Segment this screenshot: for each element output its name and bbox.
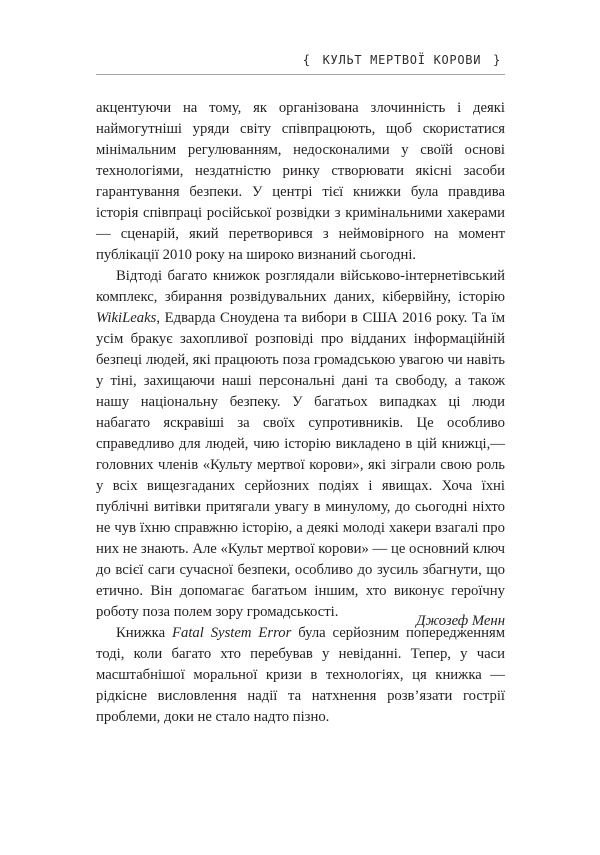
paragraph-text: , Едварда Сноудена та вибори в США 2016 року. Та їм усім бракує захопливої розповіді про відданих інформаційній безпеці людей, які працюють поза громадською увагою чи навіть у тіні, захищаючи наші персональні дані та свободу, а також нашу національну безпеку. У багатьох випадках ці люди набагато яскравіші за своїх супротивників. Це особливо справедливо для людей, чию історію викладено в цій книжці,— головних членів «Культу мертвої корови», які зіграли свою роль у всіх вищезгаданих серйозних подіях і явищах. Хоча їхні публічні витівки притягали увагу в минулому, до сьогодні ніхто не чув їхню справжню історію, а деякі молоді хакери взагалі про них не знають. Але «Культ мертвої корови» — це основний ключ до всієї саги сучасної безпеки, особливо до зусиль збагнути, що етично. Він допомагає багатьом іншим, хто виконує героїчну роботу поза полем зору громадськості. bbox=[96, 310, 505, 620]
running-header bbox=[96, 46, 505, 75]
paragraph-text: була серйозним попередженням тоді, коли багато хто перебував у невіданні. Тепер, у часи масштабнішої моральної кризи в технологіях, ця книжка — рідкісне висловлення надії та натхнення розв’язати гострії проблеми, доки не стало надто пізно. bbox=[96, 625, 505, 725]
paragraph-text: Відтоді багато книжок розглядали військово-інтернетівський комплекс, збирання розвідувальних даних, кібервійну, історію bbox=[96, 268, 505, 305]
paragraph-text: Книжка bbox=[116, 625, 172, 641]
body-text bbox=[96, 98, 505, 728]
paragraph-text: акцентуючи на тому, як організована злочинність і деякі наймогутніші уряди світу співпрацюють, щоб скористатися мінімальним регулюванням, недосконалими у своїй основі технологіями, нездатністю ринку створювати якісні засоби гарантування безпеки. У центрі тієї книжки була правдива історія співпраці російської розвідки з кримінальними хакерами — сценарій, який перетворився з неймовірного на момент публікації 2010 року на широко визнаний сьогодні. bbox=[96, 100, 505, 263]
paragraph-2 bbox=[96, 266, 505, 623]
author-signature: Джозеф Менн bbox=[416, 613, 505, 629]
italic-title: WikiLeaks bbox=[96, 310, 157, 326]
header-book-title: КУЛЬТ МЕРТВОЇ КОРОВИ bbox=[322, 53, 482, 67]
header-brace-close: } bbox=[493, 53, 501, 67]
paragraph-1 bbox=[96, 98, 505, 266]
paragraph-3 bbox=[96, 623, 505, 728]
header-brace-open: { bbox=[302, 53, 311, 67]
italic-title: Fatal System Error bbox=[172, 625, 292, 641]
